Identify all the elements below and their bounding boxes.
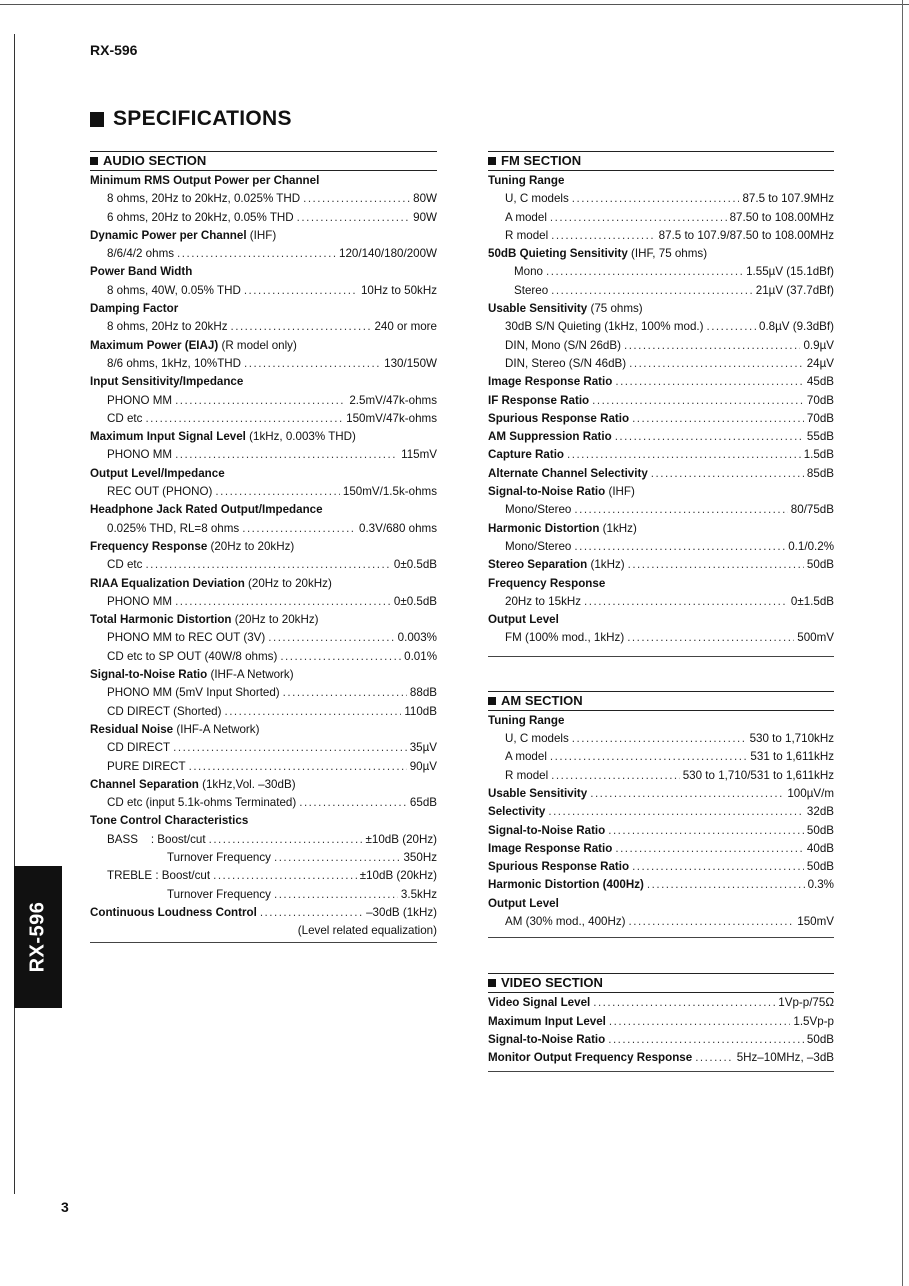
spec-heading: 50dB Quieting Sensitivity (IHF, 75 ohms) (488, 247, 708, 261)
spec-heading: Output Level (488, 896, 559, 910)
section-end-rule (488, 1071, 834, 1072)
spec-row: REC OUT (PHONO) ..... 150mV/1.5k-ohms (90, 483, 437, 501)
spec-heading: Maximum Power (EIAJ) (R model only) (90, 338, 297, 352)
spec-row: AM Suppression Ratio ..... 55dB (488, 428, 834, 446)
spec-row: A model ..... 87.50 to 108.00MHz (488, 209, 834, 227)
audio-section (90, 151, 437, 943)
spec-row: Capture Ratio ..... 1.5dB (488, 446, 834, 464)
spec-heading: Headphone Jack Rated Output/Impedance (90, 503, 323, 517)
page-number: 3 (61, 1199, 69, 1215)
spec-row: PHONO MM (5mV Input Shorted) ..... 88dB (90, 684, 437, 702)
spec-row: Stereo ..... 21µV (37.7dBf) (488, 282, 834, 300)
fm-section-header (488, 151, 834, 171)
spec-row: 20Hz to 15kHz ..... 0±1.5dB (488, 593, 834, 611)
tuner-column (488, 151, 834, 1072)
spec-row: 8/6 ohms, 1kHz, 10%THD ..... 130/150W (90, 355, 437, 373)
spec-row: 8 ohms, 20Hz to 20kHz, 0.025% THD ..... 80W (90, 190, 437, 208)
spec-heading: Channel Separation (1kHz,Vol. –30dB) (90, 777, 296, 791)
spec-row: Turnover Frequency ..... 350Hz (90, 849, 437, 867)
spec-row: 8/6/4/2 ohms ..... 120/140/180/200W (90, 245, 437, 263)
spec-row: Stereo Separation (1kHz) ..... 50dB (488, 556, 834, 574)
square-bullet-icon (90, 112, 104, 127)
spec-row: PURE DIRECT ..... 90µV (90, 758, 437, 776)
section-title: AM SECTION (501, 692, 583, 708)
fm-section (488, 151, 834, 657)
spec-row: CD etc ..... 150mV/47k-ohms (90, 410, 437, 428)
left-margin-rule (14, 34, 15, 1194)
spec-note: (Level related equalization) (297, 924, 437, 938)
spec-heading: Output Level/Impedance (90, 466, 225, 480)
spec-row: Mono/Stereo ..... 80/75dB (488, 501, 834, 519)
page-title-text: SPECIFICATIONS (113, 107, 292, 130)
spec-row: Maximum Input Level ..... 1.5Vp-p (488, 1013, 834, 1031)
audio-column (90, 151, 437, 943)
spec-row: U, C models ..... 87.5 to 107.9MHz (488, 190, 834, 208)
spec-row: 8 ohms, 20Hz to 20kHz ..... 240 or more (90, 318, 437, 336)
spec-row: TREBLE : Boost/cut ..... ±10dB (20kHz) (90, 867, 437, 885)
spec-heading: Damping Factor (90, 302, 179, 316)
spec-row: U, C models ..... 530 to 1,710kHz (488, 730, 834, 748)
spec-heading: Output Level (488, 613, 559, 627)
spec-row: PHONO MM ..... 0±0.5dB (90, 593, 437, 611)
side-tab-label: RX-596 (26, 901, 49, 973)
spec-row: Image Response Ratio ..... 40dB (488, 840, 834, 858)
spec-row: CD etc (input 5.1k-ohms Terminated) ..... 65dB (90, 794, 437, 812)
section-end-rule (90, 942, 437, 943)
spec-row: Harmonic Distortion (400Hz) ..... 0.3% (488, 876, 834, 894)
spec-heading: Usable Sensitivity (75 ohms) (488, 302, 643, 316)
page-title (90, 107, 292, 131)
spec-row: Video Signal Level ..... 1Vp-p/75Ω (488, 994, 834, 1012)
video-section-header (488, 973, 834, 993)
spec-row: BASS : Boost/cut ..... ±10dB (20Hz) (90, 831, 437, 849)
spec-row: CD DIRECT ..... 35µV (90, 739, 437, 757)
spec-row: FM (100% mod., 1kHz) ..... 500mV (488, 629, 834, 647)
spec-row: Image Response Ratio ..... 45dB (488, 373, 834, 391)
spec-heading: Residual Noise (IHF-A Network) (90, 722, 260, 736)
right-margin-rule (902, 0, 903, 1286)
section-title: FM SECTION (501, 153, 582, 168)
top-border (0, 4, 909, 5)
model-header: RX-596 (90, 42, 138, 58)
spec-row: Mono ..... 1.55µV (15.1dBf) (488, 263, 834, 281)
spec-row: Usable Sensitivity ..... 100µV/m (488, 785, 834, 803)
square-bullet-icon (488, 979, 496, 987)
spec-row: R model ..... 87.5 to 107.9/87.50 to 108.00MHz (488, 227, 834, 245)
spec-heading: Signal-to-Noise Ratio (IHF-A Network) (90, 668, 294, 682)
spec-heading: Minimum RMS Output Power per Channel (90, 174, 320, 187)
spec-row: Signal-to-Noise Ratio ..... 50dB (488, 1031, 834, 1049)
spec-row: PHONO MM ..... 115mV (90, 446, 437, 464)
am-section-header (488, 691, 834, 711)
spec-row: IF Response Ratio ..... 70dB (488, 392, 834, 410)
square-bullet-icon (90, 157, 98, 165)
spec-row: 30dB S/N Quieting (1kHz, 100% mod.) ..... 0.8µV (9.3dBf) (488, 318, 834, 336)
spec-row: Continuous Loudness Control ..... –30dB (1kHz) (90, 904, 437, 922)
audio-section-header (90, 151, 437, 171)
spec-row: 6 ohms, 20Hz to 20kHz, 0.05% THD ..... 90W (90, 209, 437, 227)
spec-heading: Frequency Response (20Hz to 20kHz) (90, 539, 295, 553)
spec-row: Signal-to-Noise Ratio ..... 50dB (488, 822, 834, 840)
square-bullet-icon (488, 697, 496, 705)
spec-heading: Frequency Response (488, 576, 606, 590)
spec-row: CD DIRECT (Shorted) ..... 110dB (90, 703, 437, 721)
spec-row: Selectivity ..... 32dB (488, 803, 834, 821)
spec-heading: Tuning Range (488, 174, 565, 187)
spec-row: DIN, Stereo (S/N 46dB) ..... 24µV (488, 355, 834, 373)
spec-heading: Dynamic Power per Channel (IHF) (90, 228, 277, 242)
section-title: AUDIO SECTION (103, 153, 207, 168)
spec-row: Monitor Output Frequency Response ..... 5Hz–10MHz, –3dB (488, 1049, 834, 1067)
spec-heading: RIAA Equalization Deviation (20Hz to 20kHz) (90, 576, 332, 590)
spec-row: Spurious Response Ratio ..... 50dB (488, 858, 834, 876)
spec-row: DIN, Mono (S/N 26dB) ..... 0.9µV (488, 337, 834, 355)
video-section (488, 973, 834, 1072)
spec-row: PHONO MM to REC OUT (3V) ..... 0.003% (90, 629, 437, 647)
spec-row: PHONO MM ..... 2.5mV/47k-ohms (90, 392, 437, 410)
spec-row: 8 ohms, 40W, 0.05% THD ..... 10Hz to 50kHz (90, 282, 437, 300)
spec-heading: Input Sensitivity/Impedance (90, 375, 244, 389)
spec-heading: Signal-to-Noise Ratio (IHF) (488, 485, 635, 499)
spec-row: AM (30% mod., 400Hz) ..... 150mV (488, 913, 834, 931)
spec-row: R model ..... 530 to 1,710/531 to 1,611kHz (488, 767, 834, 785)
spec-row: Turnover Frequency ..... 3.5kHz (90, 886, 437, 904)
spec-row: CD etc ..... 0±0.5dB (90, 556, 437, 574)
spec-row: Mono/Stereo ..... 0.1/0.2% (488, 538, 834, 556)
spec-heading: Tone Control Characteristics (90, 814, 249, 828)
section-title: VIDEO SECTION (501, 975, 603, 991)
spec-heading: Total Harmonic Distortion (20Hz to 20kHz) (90, 613, 319, 627)
spec-heading: Maximum Input Signal Level (1kHz, 0.003% THD) (90, 430, 356, 444)
spec-row: 0.025% THD, RL=8 ohms ..... 0.3V/680 ohms (90, 520, 437, 538)
spec-row: A model ..... 531 to 1,611kHz (488, 748, 834, 766)
spec-row: Alternate Channel Selectivity ..... 85dB (488, 465, 834, 483)
am-section (488, 691, 834, 939)
spec-heading: Harmonic Distortion (1kHz) (488, 521, 637, 535)
spec-row: CD etc to SP OUT (40W/8 ohms) ..... 0.01% (90, 648, 437, 666)
spec-heading: Power Band Width (90, 265, 193, 279)
spec-heading: Tuning Range (488, 713, 565, 727)
spec-row: Spurious Response Ratio ..... 70dB (488, 410, 834, 428)
square-bullet-icon (488, 157, 496, 165)
side-tab (14, 866, 62, 1008)
